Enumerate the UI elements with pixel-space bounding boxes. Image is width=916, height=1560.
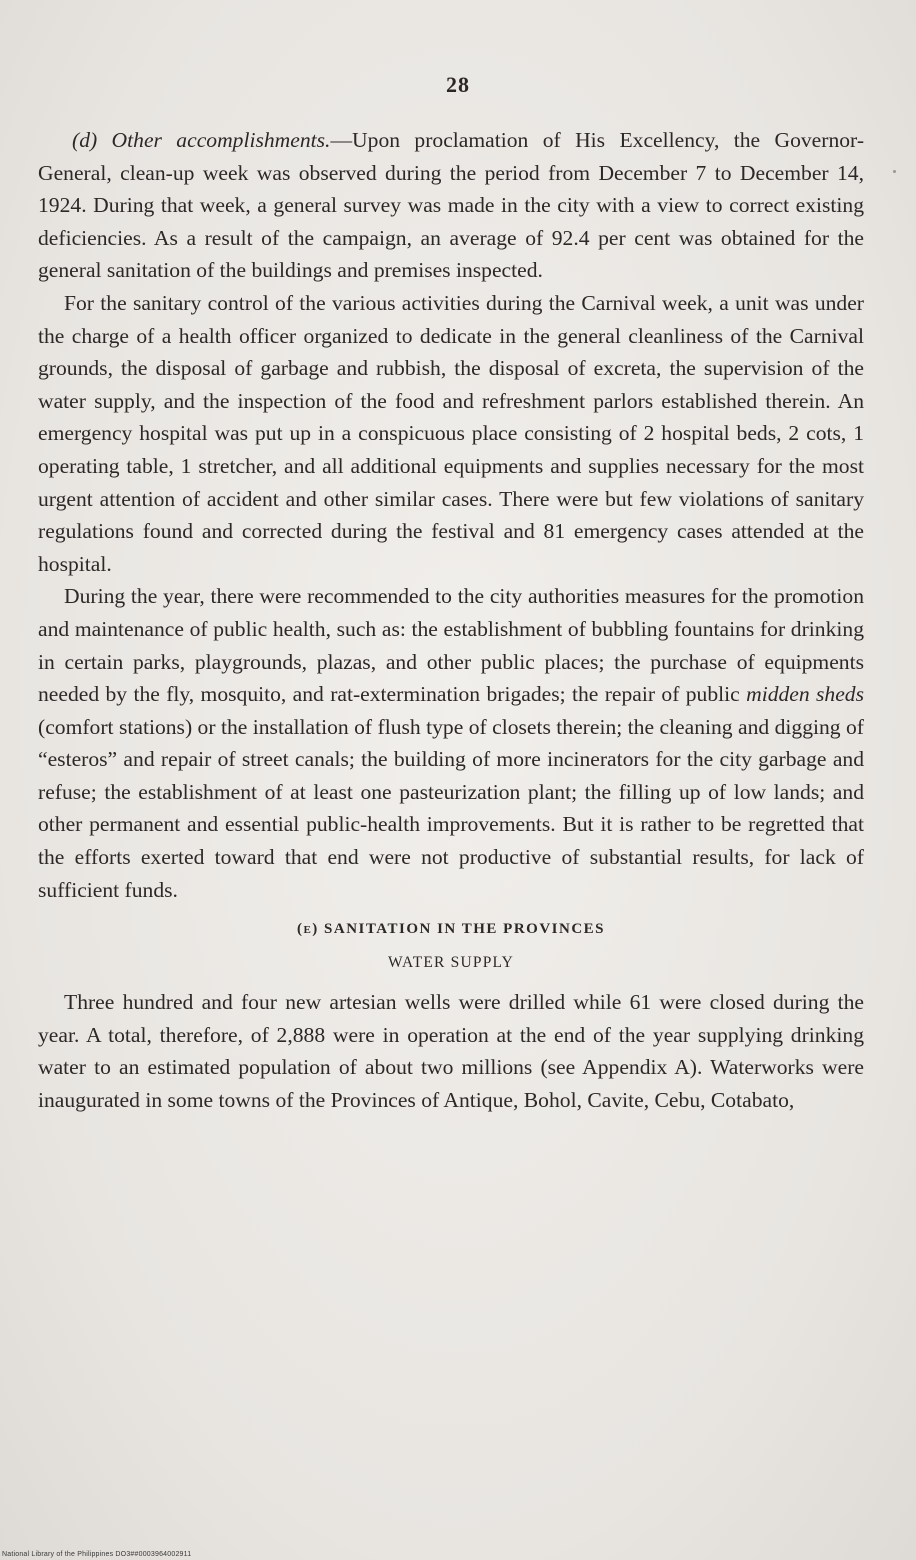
paragraph-recommendations [38, 580, 864, 906]
footer-credit: National Library of the Philippines DO3##0003964002911 [2, 1551, 192, 1558]
paragraph-text: During the year, there were recommended to the city authorities measures for the promotion and maintenance of public health, such as: the establishment of bubbling fountains for drinking in certain parks, playgrounds, plazas, and other public places; the purchase of equipments needed by the fly, mosquito, and rat-extermination brigades; the repair of public [38, 584, 864, 707]
paper-speck [893, 170, 896, 173]
section-heading: (e) SANITATION IN THE PROVINCES [296, 921, 606, 938]
paragraph-carnival: For the sanitary control of the various activities during the Carnival week, a unit was under the charge of a health officer organized to dedicate in the general cleanliness of the Carnival grounds, the disposal of garbage and rubbish, the disposal of excreta, the supervision of the water supply, and the inspection of the food and refreshment parlors established therein. An emergency hospital was put up in a conspicuous place consisting of 2 hospital beds, 2 cots, 1 operating table, 1 stretcher, and all additional equipments and supplies necessary for the most urgent attention of accident and other similar cases. There were but few violations of sanitary regulations found and corrected during the festival and 81 emergency cases attended at the hospital. [38, 290, 864, 576]
page-number: 28 [446, 72, 470, 97]
paragraph-text: —Upon proclamation of His Excellency, the Governor-General, clean-up week was observed during the period from December 7 to December 14, 1924. During that week, a general survey was made in the city with a view to correct existing deficiencies. As a result of the campaign, an average of 92.4 per cent was obtained for the general sanitation of the buildings and premises inspected. [38, 128, 865, 283]
body-text [38, 124, 864, 1117]
paragraph-other-accomplishments [38, 124, 864, 287]
paragraph-lead-italic: (d) Other accomplishments. [72, 128, 331, 152]
paragraph-italic-term: midden sheds [746, 682, 865, 707]
subsection-heading: WATER SUPPLY [387, 954, 515, 972]
paragraph-text: (comfort stations) or the installation of flush type of closets therein; the cleaning and digging of “esteros” and repair of street canals; the building of more incinerators for the city garbage and refuse; the establishment of at least one pasteurization plant; the filling up of low lands; and other permanent and essential public-health improvements. But it is rather to be regretted that the efforts exerted toward that end were not productive of substantial results, for lack of sufficient funds. [38, 714, 864, 902]
paragraph-water-supply: Three hundred and four new artesian wells were drilled while 61 were closed during the year. A total, therefore, of 2,888 were in operation at the end of the year supplying drinking water to an estimated population of about two millions (see Appendix A). Waterworks were inaugurated in some towns of the Provinces of Antique, Bohol, Cavite, Cebu, Cotabato, [38, 990, 864, 1113]
